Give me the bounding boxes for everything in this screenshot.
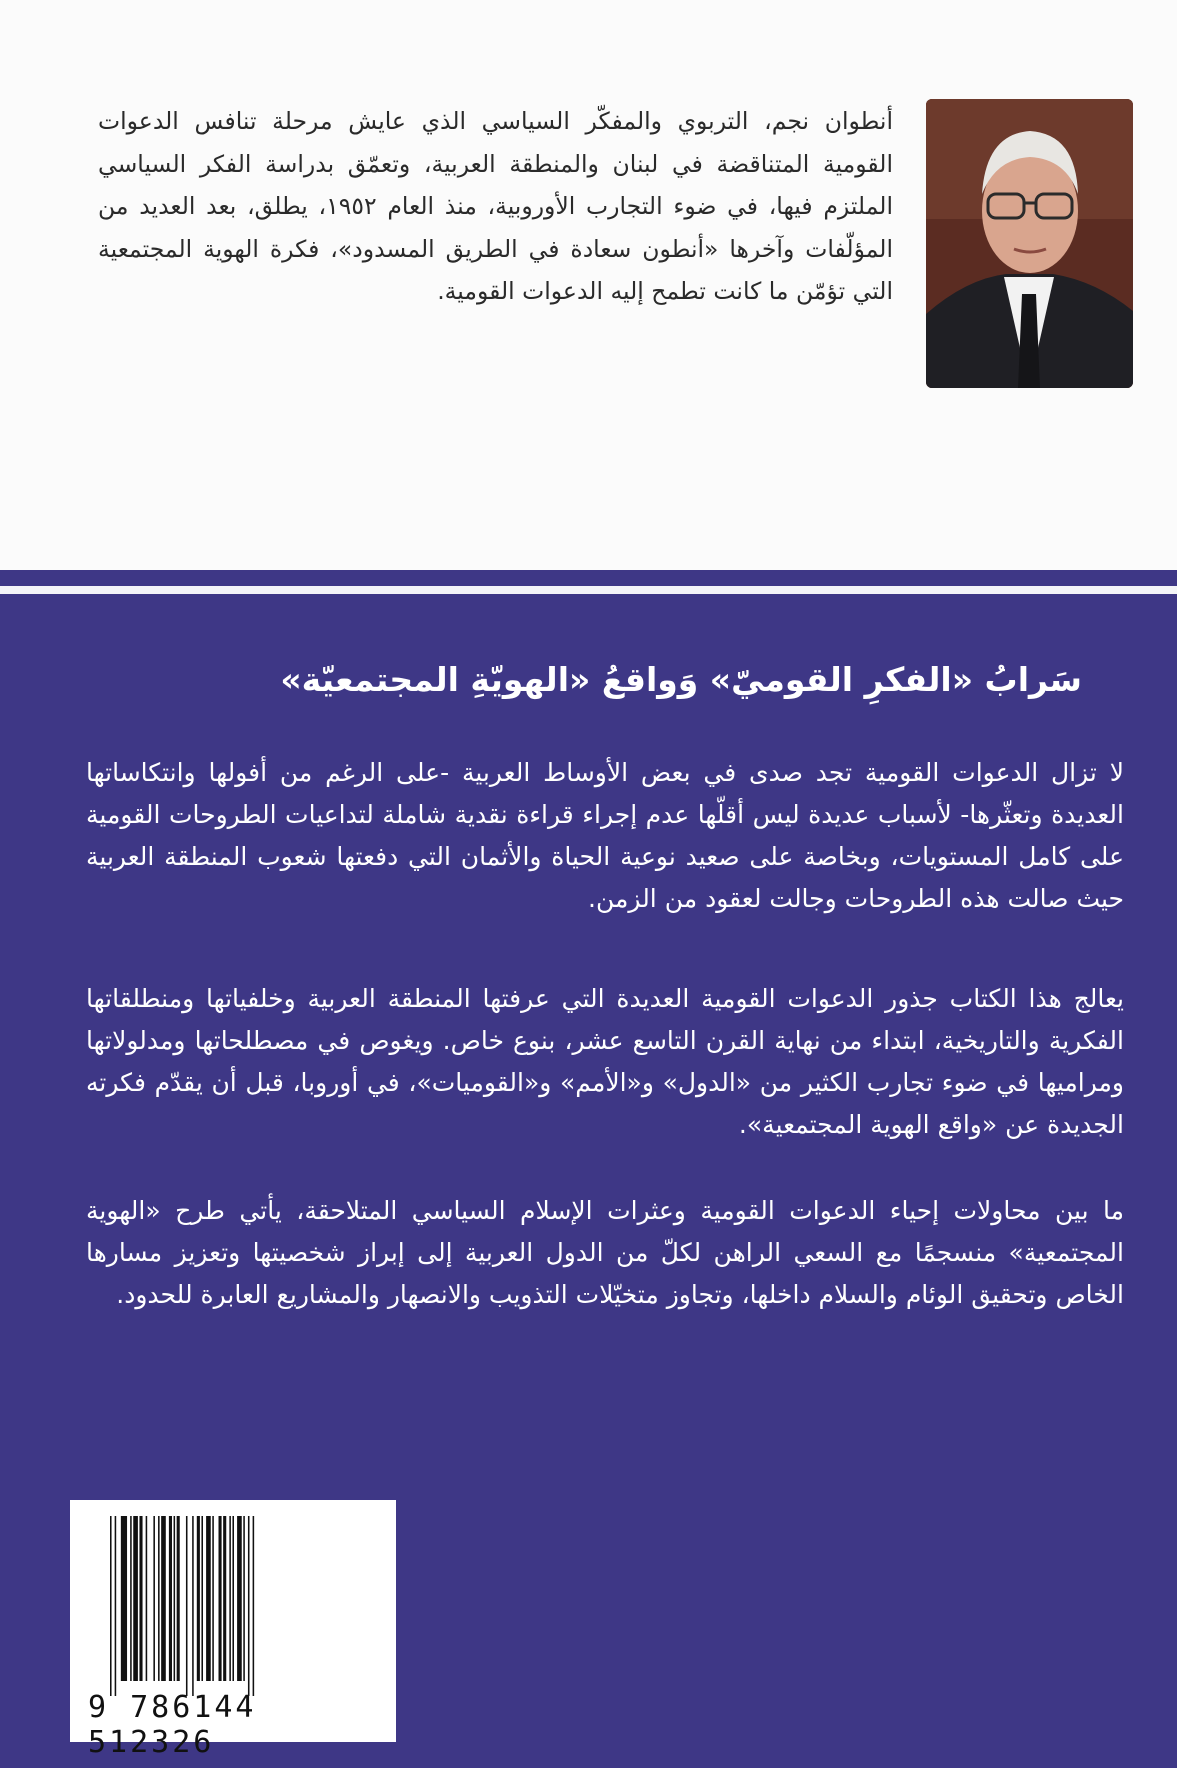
barcode-bar [110, 1516, 112, 1696]
barcode-bar [158, 1516, 160, 1681]
barcode-bar [237, 1516, 242, 1681]
barcode-bar [177, 1516, 180, 1681]
blurb-paragraph: ما بين محاولات إحياء الدعوات القومية وعثرات الإسلام السياسي المتلاحقة، يأتي طرح «الهوية المجتمعية» منسجمًا مع السعي الراهن لكلّ من الدول العربية إلى إبراز شخصيتها وتعزيز مسارها الخاص وتحقيق الوئام والسلام داخلها، وتجاوز متخيّلات التذويب والانصهار والمشاريع العابرة للحدود. [86, 1196, 1124, 1309]
barcode-bar [174, 1516, 176, 1681]
isbn-barcode [70, 1500, 396, 1760]
barcode-bar [161, 1516, 166, 1681]
barcode-bar [212, 1516, 214, 1681]
barcode-bar [169, 1516, 172, 1681]
barcode-bar [115, 1516, 117, 1696]
barcode-bar [192, 1516, 194, 1696]
book-title: سَرابُ «الفكرِ القوميّ» وَواقعُ «الهويّةِ المجتمعيّة» [280, 660, 1082, 699]
barcode-bar [223, 1516, 226, 1681]
barcode-bar [248, 1516, 250, 1696]
barcode-bar [133, 1516, 138, 1681]
blurb-paragraph: لا تزال الدعوات القومية تجد صدى في بعض الأوساط العربية -على الرغم من أفولها وانتكاساتها العديدة وتعثّرها- لأسباب عديدة ليس أقلّها عدم إجراء قراءة نقدية شاملة لتداعيات الطروحات القومية على كامل المستويات، وبخاصة على صعيد نوعية الحياة والأثمان التي دفعتها شعوب المنطقة العربية حيث صالت هذه الطروحات وجالت لعقود من الزمن. [86, 758, 1124, 913]
barcode-bar [130, 1516, 132, 1681]
barcode-bar [186, 1516, 188, 1696]
barcode-bar [206, 1516, 211, 1681]
barcode-bar [139, 1516, 142, 1681]
barcode-bar [197, 1516, 200, 1681]
barcode-bar [219, 1516, 222, 1681]
barcode-bar [201, 1516, 203, 1681]
author-photo [926, 99, 1133, 388]
blurb-paragraph: يعالج هذا الكتاب جذور الدعوات القومية العديدة التي عرفتها المنطقة العربية وخلفياتها ومنطلقاتها الفكرية والتاريخية، ابتداء من نهاية القرن التاسع عشر، بنوع خاص. ويغوص في مصطلحاتها ومدلولاتها ومراميها في ضوء تجارب الكثير من «الدول» و«الأمم» و«القوميات»، في أوروبا، قبل أن يقدّم فكرته الجديدة عن «واقع الهوية المجتمعية». [86, 984, 1124, 1139]
isbn-digits: 9 786144 512326 [88, 1690, 257, 1760]
barcode-bar [146, 1516, 148, 1681]
barcode-bar [253, 1516, 255, 1696]
barcode-bar [153, 1516, 155, 1681]
barcode-bar [243, 1516, 245, 1681]
divider-stripe [0, 586, 1177, 594]
barcode-bar [232, 1516, 234, 1681]
barcode-bar [229, 1516, 231, 1681]
barcode-bars [110, 1516, 355, 1696]
barcode-bar [121, 1516, 127, 1681]
author-bio: أنطوان نجم، التربوي والمفكّر السياسي الذي عايش مرحلة تنافس الدعوات القومية المتناقضة في لبنان والمنطقة العربية، وتعمّق بدراسة الفكر السياسي الملتزم فيها، في ضوء التجارب الأوروبية، منذ العام ١٩٥٢، يطلق، بعد العديد من المؤلّفات وآخرها «أنطون سعادة في الطريق المسدود»، فكرة الهوية المجتمعية التي تؤمّن ما كانت تطمح إليه الدعوات القومية. [98, 107, 893, 305]
